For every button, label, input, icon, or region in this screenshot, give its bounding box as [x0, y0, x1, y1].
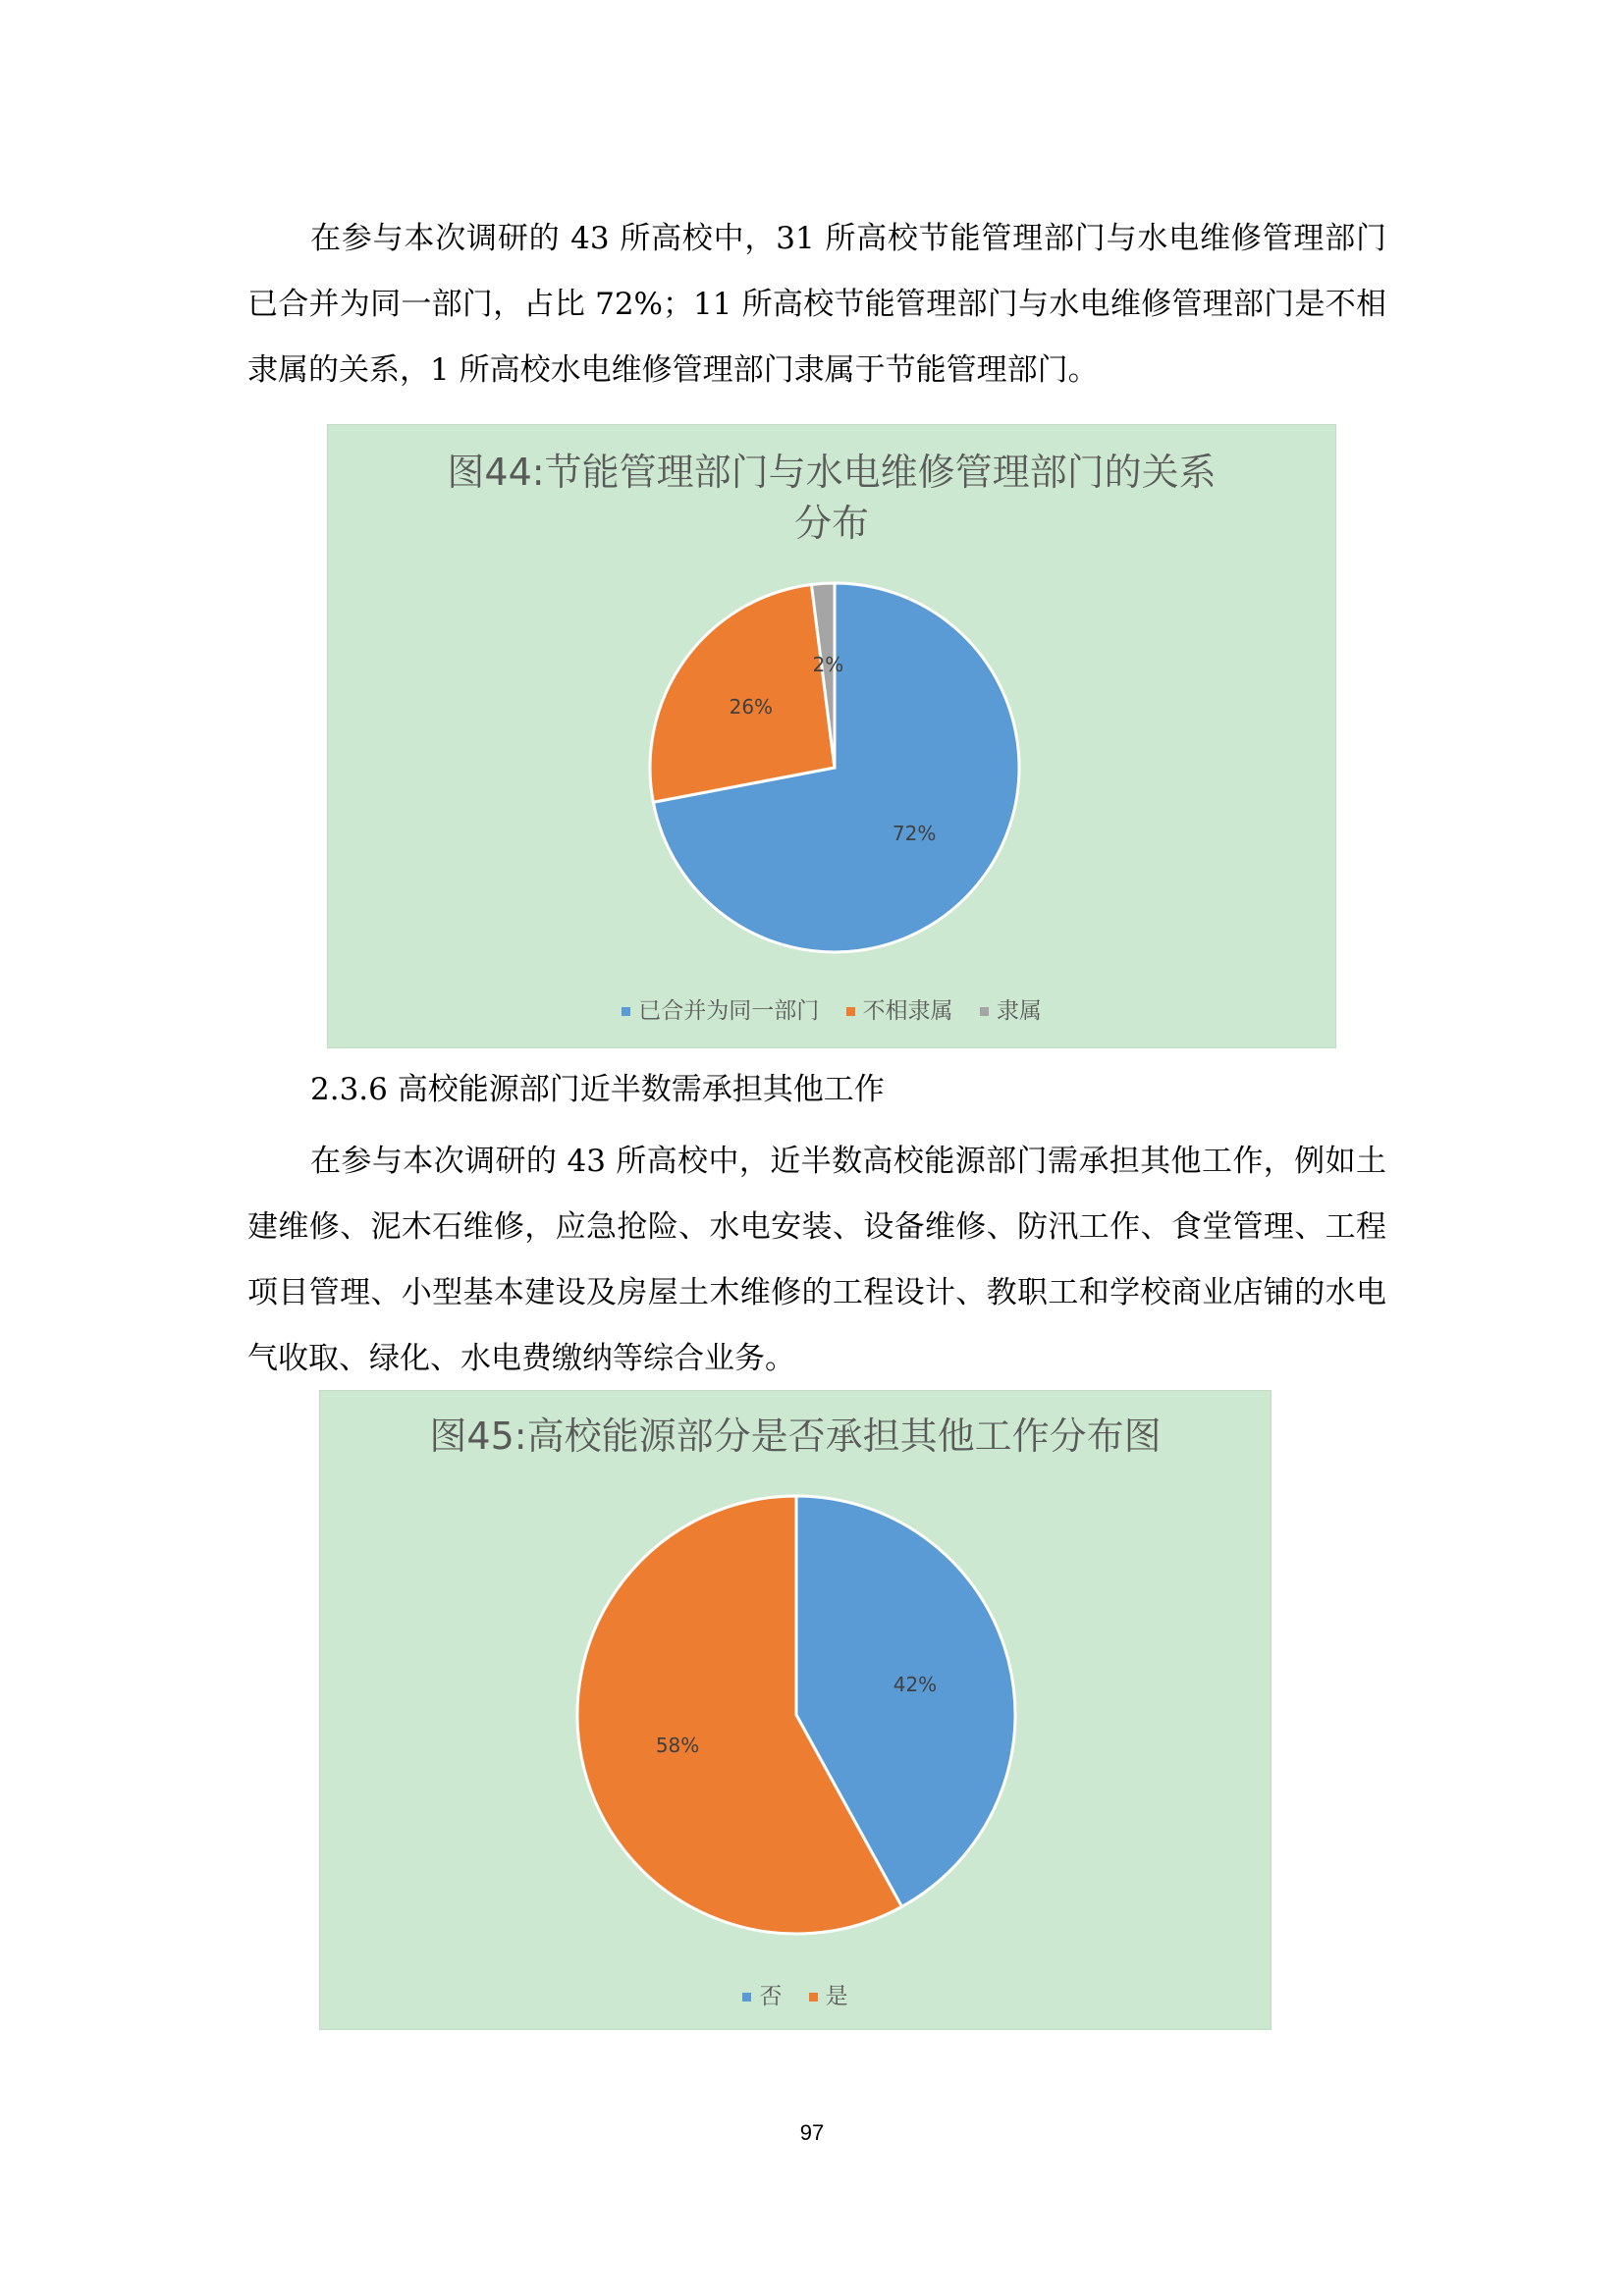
- paragraph-other-work: 在参与本次调研的 43 所高校中，近半数高校能源部门需承担其他工作，例如土建维修、泥木石维修，应急抢险、水电安装、设备维修、防汛工作、食堂管理、工程项目管理、小型基本建设及房屋土木维修的工程设计、教职工和学校商业店铺的水电气收取、绿化、水电费缴纳等综合业务。: [247, 1144, 1386, 1376]
- chart-44-slice-1: [650, 584, 835, 802]
- chart-45-title-line1: 图45:高校能源部分是否承担其他工作分布图: [429, 1415, 1162, 1458]
- page-number: 97: [799, 2120, 825, 2145]
- legend-item-merged: [622, 992, 819, 1025]
- chart-44-legend: [328, 992, 1335, 1025]
- legend-swatch-subordinate: [980, 1007, 989, 1016]
- legend-label-merged: 已合并为同一部门: [638, 998, 820, 1024]
- chart-45-data-label-1: 58%: [655, 1734, 700, 1758]
- chart-44-data-label-0: 72%: [892, 822, 937, 846]
- legend-label-no: 否: [759, 1984, 783, 2009]
- chart-44-data-label-2: 2%: [812, 652, 844, 676]
- legend-swatch-not-subordinate: [846, 1007, 855, 1016]
- legend-swatch-yes: [809, 1993, 818, 2002]
- chart-45-pie: [320, 1391, 1271, 2029]
- legend-swatch-no: [742, 1993, 751, 2002]
- chart-44-title-line2: 分布: [793, 502, 869, 545]
- chart-44-data-label-1: 26%: [729, 695, 774, 720]
- chart-45-legend: [320, 1978, 1271, 2010]
- chart-44-relationship-pie: [327, 424, 1336, 1048]
- section-heading: 2.3.6 高校能源部门近半数需承担其他工作: [310, 1072, 885, 1107]
- legend-label-subordinate: 隶属: [996, 998, 1042, 1024]
- chart-44-title-line1: 图44:节能管理部门与水电维修管理部门的关系: [447, 451, 1217, 494]
- chart-45-data-label-0: 42%: [893, 1672, 938, 1696]
- chart-45-other-work-pie: [319, 1390, 1272, 2030]
- legend-label-not-subordinate: 不相隶属: [862, 998, 953, 1024]
- legend-item-subordinate: [980, 992, 1042, 1025]
- legend-label-yes: 是: [825, 1984, 848, 2009]
- paragraph-relationship: 在参与本次调研的 43 所高校中，31 所高校节能管理部门与水电维修管理部门已合并为同一部门，占比 72%；11 所高校节能管理部门与水电维修管理部门是不相隶属的关系，1 所高校水电维修管理部门隶属于节能管理部门。: [247, 221, 1386, 388]
- chart-44-pie: [328, 425, 1335, 1047]
- legend-item-yes: [809, 1978, 848, 2010]
- legend-item-no: [742, 1978, 782, 2010]
- legend-swatch-merged: [622, 1007, 630, 1016]
- legend-item-not-subordinate: [846, 992, 953, 1025]
